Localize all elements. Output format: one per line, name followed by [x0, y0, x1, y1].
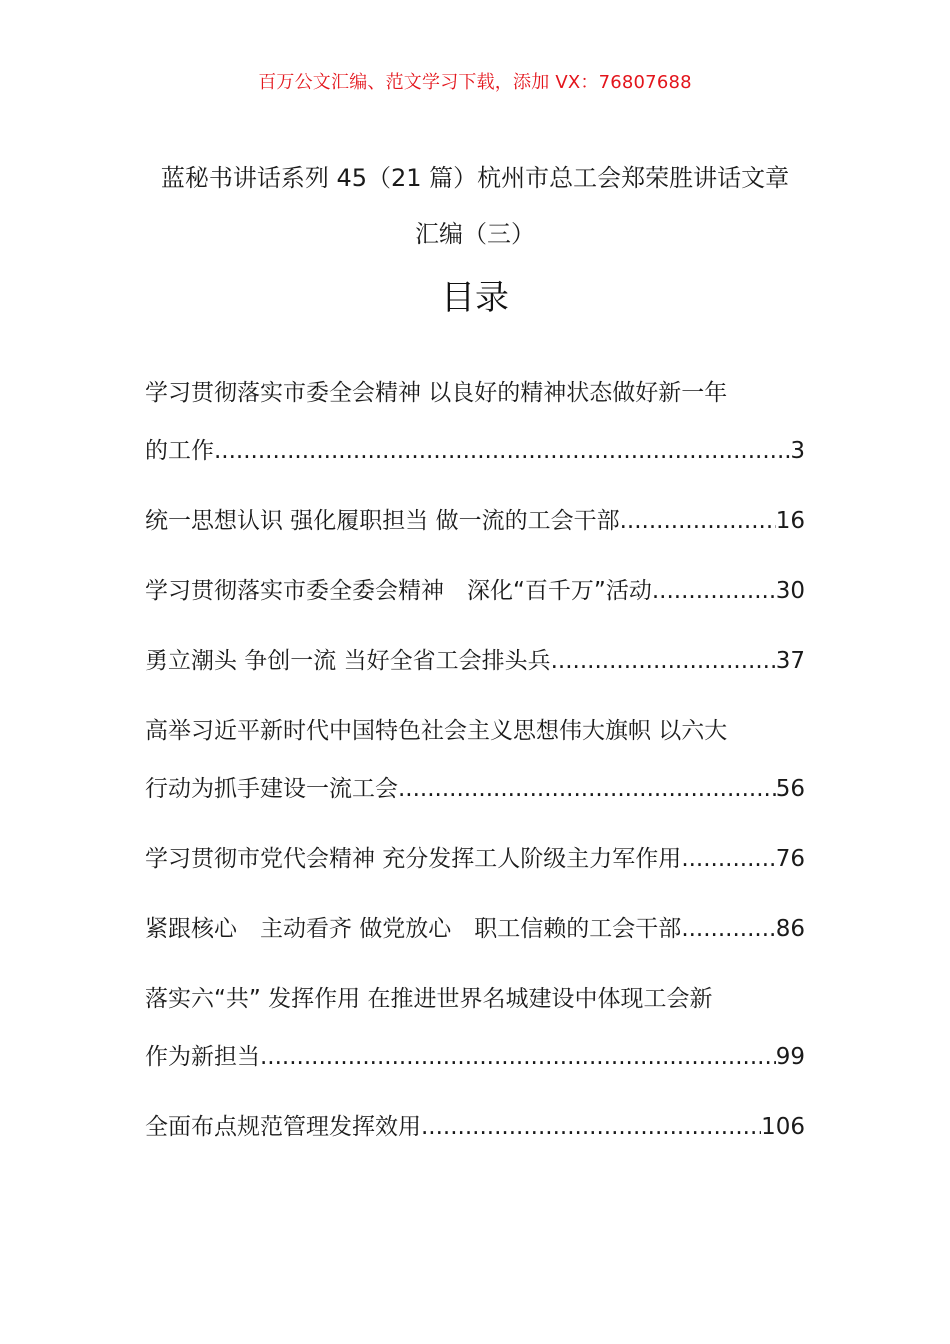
toc-entry[interactable]: [145, 368, 805, 484]
toc-page-number: 37: [775, 648, 805, 674]
document-title: [140, 150, 810, 262]
table-of-contents: [145, 368, 805, 1160]
toc-entry[interactable]: [145, 974, 805, 1090]
toc-entry[interactable]: [145, 834, 805, 892]
dot-leader: [551, 636, 776, 686]
dot-leader: [421, 1102, 761, 1152]
dot-leader: [214, 426, 790, 476]
dot-leader: [620, 496, 776, 546]
toc-entry[interactable]: [145, 566, 805, 624]
toc-entry-title: 统一思想认识 强化履职担当 做一流的工会干部: [145, 508, 620, 534]
toc-entry-title: 学习贯彻落实市委全委会精神 深化“百千万”活动: [145, 578, 652, 604]
document-title-line-1: 蓝秘书讲话系列 45（21 篇）杭州市总工会郑荣胜讲话文章: [160, 164, 790, 192]
toc-entry-title: 学习贯彻市党代会精神 充分发挥工人阶级主力军作用: [145, 846, 682, 872]
toc-entry-title: 的工作: [145, 438, 214, 464]
toc-page-number: 3: [790, 438, 805, 464]
toc-entry[interactable]: [145, 706, 805, 822]
toc-entry[interactable]: [145, 904, 805, 962]
dot-leader: [652, 566, 776, 616]
toc-entry-title-line: 高举习近平新时代中国特色社会主义思想伟大旗帜 以六大: [145, 718, 728, 744]
dot-leader: [681, 904, 775, 954]
toc-entry-title: 紧跟核心 主动看齐 做党放心 职工信赖的工会干部: [145, 916, 682, 942]
toc-page-number: 106: [761, 1114, 805, 1140]
dot-leader: [398, 764, 776, 814]
toc-entry-title: 作为新担当: [145, 1044, 260, 1070]
dot-leader: [260, 1032, 776, 1082]
toc-entry-title: 行动为抓手建设一流工会: [145, 776, 398, 802]
toc-entry[interactable]: [145, 1102, 805, 1160]
promo-banner: 百万公文汇编、范文学习下载，添加 VX：76807688: [258, 72, 692, 93]
toc-entry-title: 勇立潮头 争创一流 当好全省工会排头兵: [145, 648, 551, 674]
toc-entry-title: 全面布点规范管理发挥效用: [145, 1114, 421, 1140]
toc-page-number: 56: [775, 776, 805, 802]
toc-page-number: 16: [775, 508, 805, 534]
toc-entry-title-line: 落实六“共” 发挥作用 在推进世界名城建设中体现工会新: [145, 986, 713, 1012]
document-title-line-2: 汇编（三）: [415, 220, 535, 248]
toc-entry[interactable]: [145, 496, 805, 554]
toc-page-number: 30: [775, 578, 805, 604]
toc-entry-title-line: 学习贯彻落实市委全会精神 以良好的精神状态做好新一年: [145, 380, 728, 406]
toc-page-number: 86: [775, 916, 805, 942]
toc-page-number: 76: [775, 846, 805, 872]
toc-heading: 目录: [441, 278, 509, 318]
dot-leader: [681, 834, 775, 884]
toc-entry[interactable]: [145, 636, 805, 694]
toc-page-number: 99: [775, 1044, 805, 1070]
